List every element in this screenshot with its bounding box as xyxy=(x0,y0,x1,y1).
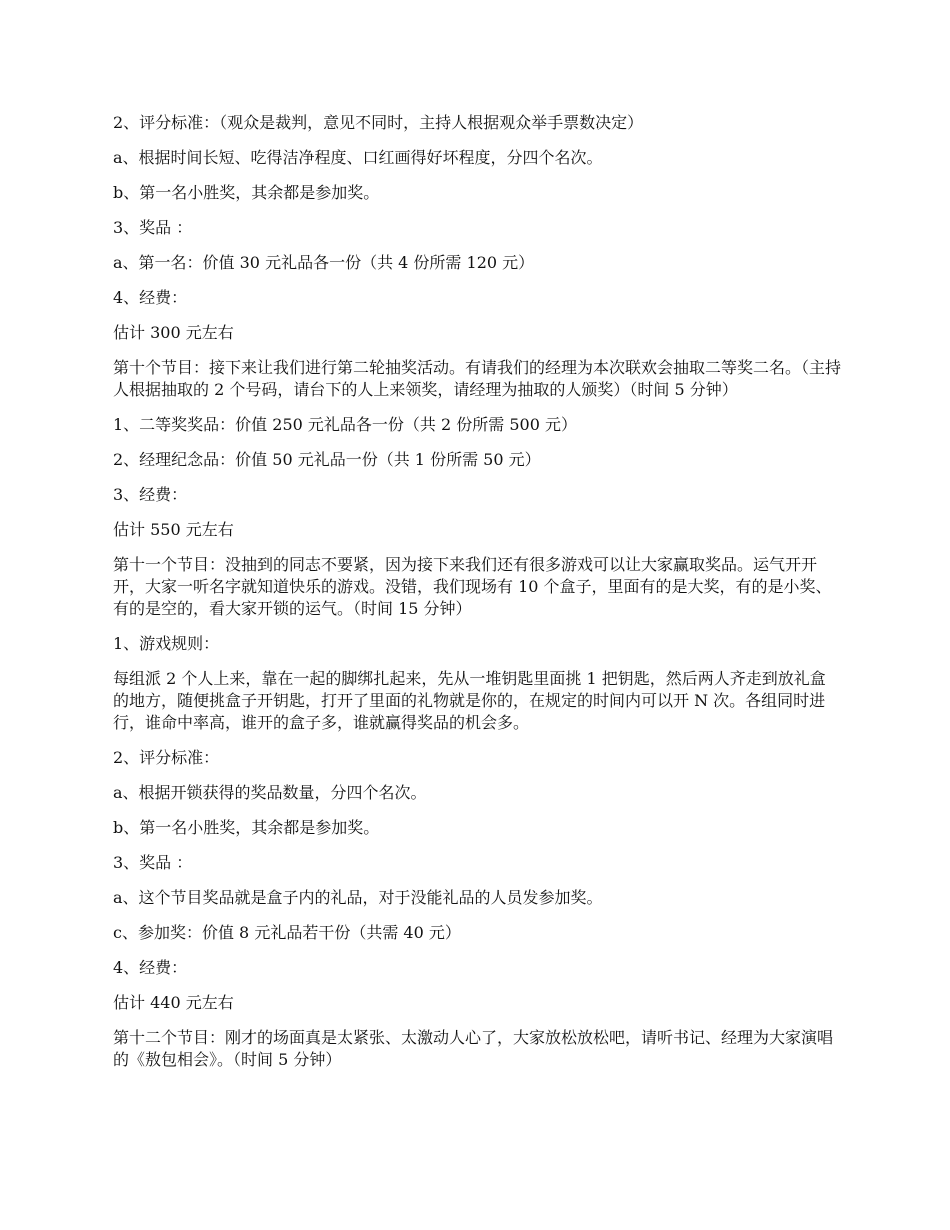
criteria-item-b: b、第一名小胜奖，其余都是参加奖。 xyxy=(113,183,380,202)
program-11-intro: 第十一个节目：没抽到的同志不要紧，因为接下来我们还有很多游戏可以让大家赢取奖品。运气开开开，大家一听名字就知道快乐的游戏。没错，我们现场有 10 个盒子，里面有的是大奖，有的是小奖、有的是空的，看大家开锁的运气。（时间 15 分钟） xyxy=(113,555,832,618)
program-10-intro: 第十个节目：接下来让我们进行第二轮抽奖活动。有请我们的经理为本次联欢会抽取二等奖二名。（主持人根据抽取的 2 个号码，请台下的人上来领奖，请经理为抽取的人颁奖）（时间 5 分钟） xyxy=(113,358,842,399)
budget-heading-3: 4、经费： xyxy=(113,958,188,977)
criteria-item-b-2: b、第一名小胜奖，其余都是参加奖。 xyxy=(113,818,380,837)
prizes-heading-2: 3、奖品 ： xyxy=(113,853,193,872)
prize-item-a-2: a、这个节目奖品就是盒子内的礼品，对于没能礼品的人员发参加奖。 xyxy=(113,888,603,907)
budget-heading-2: 3、经费： xyxy=(113,485,188,504)
prizes-heading: 3、奖品 ： xyxy=(113,218,193,237)
prize-item-a: a、第一名：价值 30 元礼品各一份（共 4 份所需 120 元） xyxy=(113,253,535,272)
second-prize-item: 1、二等奖奖品：价值 250 元礼品各一份（共 2 份所需 500 元） xyxy=(113,415,577,434)
budget-heading: 4、经费： xyxy=(113,288,188,307)
scoring-criteria-heading: 2、评分标准：（观众是裁判，意见不同时，主持人根据观众举手票数决定） xyxy=(113,113,644,132)
scoring-criteria-heading-2: 2、评分标准： xyxy=(113,748,220,767)
budget-estimate: 估计 300 元左右 xyxy=(113,323,234,342)
program-12-intro: 第十二个节目：刚才的场面真是太紧张、太激动人心了，大家放松放松吧，请听书记、经理为大家演唱的《敖包相会》。（时间 5 分钟） xyxy=(113,1028,834,1069)
criteria-item-a-2: a、根据开锁获得的奖品数量，分四个名次。 xyxy=(113,783,427,802)
budget-estimate-2: 估计 550 元左右 xyxy=(113,520,234,539)
budget-estimate-3: 估计 440 元左右 xyxy=(113,993,234,1012)
prize-item-c: c、参加奖：价值 8 元礼品若干份（共需 40 元） xyxy=(113,923,461,942)
document-page xyxy=(113,112,841,1084)
criteria-item-a: a、根据时间长短、吃得洁净程度、口红画得好坏程度，分四个名次。 xyxy=(113,148,603,167)
manager-souvenir-item: 2、经理纪念品：价值 50 元礼品一份（共 1 份所需 50 元） xyxy=(113,450,541,469)
game-rules-text: 每组派 2 个人上来，靠在一起的脚绑扎起来，先从一堆钥匙里面挑 1 把钥匙，然后两人齐走到放礼盒的地方，随便挑盒子开钥匙，打开了里面的礼物就是你的，在规定的时间内可以开 N 次。各组同时进行，谁命中率高，谁开的盒子多，谁就赢得奖品的机会多。 xyxy=(113,669,826,732)
game-rules-heading: 1、游戏规则： xyxy=(113,634,220,653)
